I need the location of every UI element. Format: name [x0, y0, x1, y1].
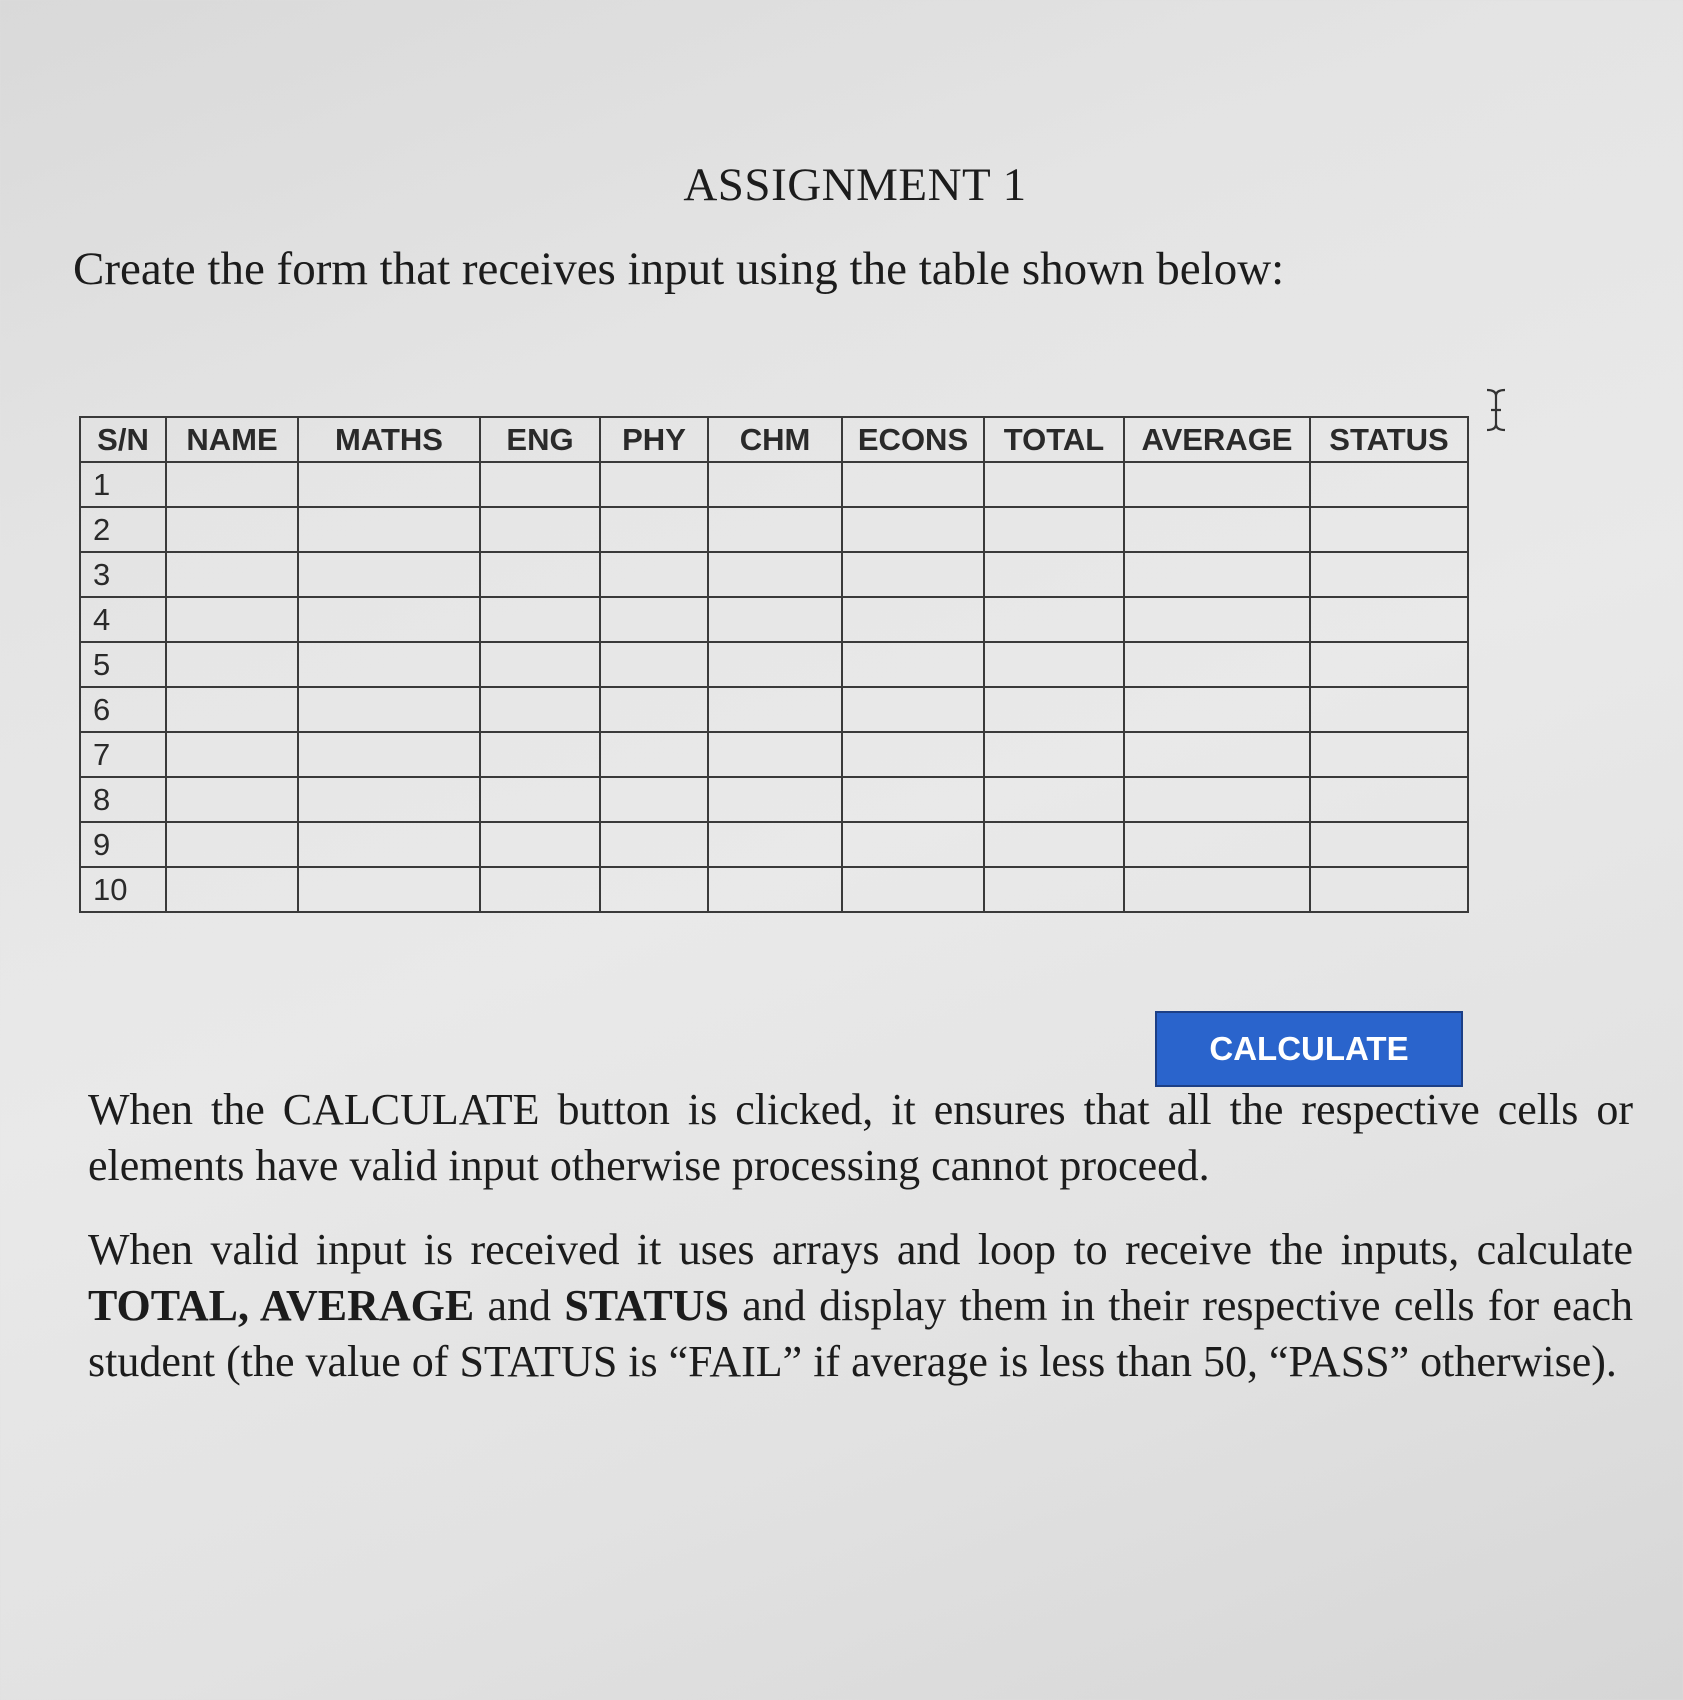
cell-maths[interactable]: [298, 642, 480, 687]
cell-maths[interactable]: [298, 462, 480, 507]
cell-name[interactable]: [166, 597, 298, 642]
cell-econs[interactable]: [842, 552, 984, 597]
cell-phy[interactable]: [600, 462, 708, 507]
header-total: TOTAL: [984, 417, 1124, 462]
cell-name[interactable]: [166, 867, 298, 912]
cell-phy[interactable]: [600, 777, 708, 822]
cell-econs[interactable]: [842, 687, 984, 732]
intro-text: Create the form that receives input using the table shown below:: [73, 243, 1285, 295]
para2-text-2: and: [474, 1281, 565, 1330]
table-row: [80, 642, 1468, 687]
cell-chm[interactable]: [708, 462, 842, 507]
cell-phy[interactable]: [600, 822, 708, 867]
cell-eng[interactable]: [480, 642, 600, 687]
table-row: [80, 552, 1468, 597]
table-row: [80, 822, 1468, 867]
cell-econs[interactable]: [842, 597, 984, 642]
table-row: [80, 687, 1468, 732]
cell-average[interactable]: [1124, 462, 1310, 507]
cell-average[interactable]: [1124, 552, 1310, 597]
page-title: ASSIGNMENT 1: [683, 159, 1027, 211]
cell-maths[interactable]: [298, 867, 480, 912]
cell-phy[interactable]: [600, 552, 708, 597]
cell-econs[interactable]: [842, 867, 984, 912]
header-maths: MATHS: [298, 417, 480, 462]
row-sn: 4: [80, 597, 166, 642]
row-sn: 6: [80, 687, 166, 732]
header-econs: ECONS: [842, 417, 984, 462]
cell-average[interactable]: [1124, 642, 1310, 687]
cell-maths[interactable]: [298, 822, 480, 867]
cell-eng[interactable]: [480, 822, 600, 867]
cell-econs[interactable]: [842, 507, 984, 552]
cell-econs[interactable]: [842, 462, 984, 507]
text-cursor-icon: [1483, 388, 1509, 432]
cell-chm[interactable]: [708, 552, 842, 597]
cell-status[interactable]: [1310, 552, 1468, 597]
cell-phy[interactable]: [600, 507, 708, 552]
cell-maths[interactable]: [298, 507, 480, 552]
grades-table: [79, 416, 1469, 913]
header-phy: PHY: [600, 417, 708, 462]
cell-chm[interactable]: [708, 867, 842, 912]
cell-average[interactable]: [1124, 597, 1310, 642]
cell-eng[interactable]: [480, 732, 600, 777]
cell-average[interactable]: [1124, 507, 1310, 552]
table-header-row: [80, 417, 1468, 462]
table-row: [80, 597, 1468, 642]
para2-text-1: When valid input is received it uses arrays and loop to receive the inputs, calculate: [88, 1225, 1633, 1274]
cell-phy[interactable]: [600, 687, 708, 732]
row-sn: 3: [80, 552, 166, 597]
cell-total[interactable]: [984, 687, 1124, 732]
cell-econs[interactable]: [842, 777, 984, 822]
cell-maths[interactable]: [298, 687, 480, 732]
cell-maths[interactable]: [298, 552, 480, 597]
cell-name[interactable]: [166, 732, 298, 777]
cell-total[interactable]: [984, 732, 1124, 777]
cell-econs[interactable]: [842, 642, 984, 687]
cell-eng[interactable]: [480, 777, 600, 822]
cell-econs[interactable]: [842, 732, 984, 777]
para2-bold-1: TOTAL, AVERAGE: [88, 1281, 475, 1330]
cell-eng[interactable]: [480, 687, 600, 732]
row-sn: 8: [80, 777, 166, 822]
cell-name[interactable]: [166, 687, 298, 732]
cell-average[interactable]: [1124, 732, 1310, 777]
cell-chm[interactable]: [708, 732, 842, 777]
table-row: [80, 867, 1468, 912]
description-paragraph-2: [88, 1222, 1633, 1390]
row-sn: 9: [80, 822, 166, 867]
table-row: [80, 462, 1468, 507]
cell-chm[interactable]: [708, 687, 842, 732]
cell-status[interactable]: [1310, 642, 1468, 687]
cell-total[interactable]: [984, 642, 1124, 687]
table-row: [80, 777, 1468, 822]
cell-phy[interactable]: [600, 732, 708, 777]
table-row: [80, 507, 1468, 552]
cell-total[interactable]: [984, 867, 1124, 912]
cell-average[interactable]: [1124, 867, 1310, 912]
header-average: AVERAGE: [1124, 417, 1310, 462]
para2-text-3: and display them in their respective cells for each student (the value of STATUS is “FAIL” if average is less than 50, “PASS” otherwise).: [88, 1281, 1633, 1386]
cell-status[interactable]: [1310, 822, 1468, 867]
cell-name[interactable]: [166, 462, 298, 507]
cell-chm[interactable]: [708, 597, 842, 642]
cell-maths[interactable]: [298, 732, 480, 777]
cell-total[interactable]: [984, 597, 1124, 642]
header-sn: S/N: [80, 417, 166, 462]
cell-status[interactable]: [1310, 732, 1468, 777]
cell-total[interactable]: [984, 777, 1124, 822]
cell-name[interactable]: [166, 777, 298, 822]
cell-maths[interactable]: [298, 777, 480, 822]
cell-status[interactable]: [1310, 462, 1468, 507]
cell-chm[interactable]: [708, 507, 842, 552]
row-sn: 10: [80, 867, 166, 912]
cell-eng[interactable]: [480, 597, 600, 642]
cell-phy[interactable]: [600, 642, 708, 687]
header-eng: ENG: [480, 417, 600, 462]
cell-status[interactable]: [1310, 507, 1468, 552]
cell-chm[interactable]: [708, 777, 842, 822]
cell-econs[interactable]: [842, 822, 984, 867]
cell-chm[interactable]: [708, 822, 842, 867]
cell-status[interactable]: [1310, 687, 1468, 732]
cell-average[interactable]: [1124, 822, 1310, 867]
cell-average[interactable]: [1124, 687, 1310, 732]
cell-name[interactable]: [166, 552, 298, 597]
cell-status[interactable]: [1310, 777, 1468, 822]
cell-phy[interactable]: [600, 867, 708, 912]
cell-status[interactable]: [1310, 597, 1468, 642]
cell-eng[interactable]: [480, 462, 600, 507]
calculate-button[interactable]: CALCULATE: [1155, 1011, 1463, 1087]
table-row: [80, 732, 1468, 777]
cell-status[interactable]: [1310, 867, 1468, 912]
cell-name[interactable]: [166, 822, 298, 867]
header-status: STATUS: [1310, 417, 1468, 462]
cell-total[interactable]: [984, 822, 1124, 867]
cell-total[interactable]: [984, 462, 1124, 507]
cell-total[interactable]: [984, 552, 1124, 597]
cell-eng[interactable]: [480, 507, 600, 552]
cell-chm[interactable]: [708, 642, 842, 687]
header-chm: CHM: [708, 417, 842, 462]
cell-average[interactable]: [1124, 777, 1310, 822]
row-sn: 1: [80, 462, 166, 507]
row-sn: 5: [80, 642, 166, 687]
cell-eng[interactable]: [480, 552, 600, 597]
cell-eng[interactable]: [480, 867, 600, 912]
cell-phy[interactable]: [600, 597, 708, 642]
row-sn: 2: [80, 507, 166, 552]
cell-name[interactable]: [166, 507, 298, 552]
row-sn: 7: [80, 732, 166, 777]
header-name: NAME: [166, 417, 298, 462]
cell-name[interactable]: [166, 642, 298, 687]
cell-total[interactable]: [984, 507, 1124, 552]
description-paragraph-1: When the CALCULATE button is clicked, it ensures that all the respective cells or elements have valid input otherwise processing cannot proceed.: [88, 1085, 1633, 1190]
cell-maths[interactable]: [298, 597, 480, 642]
para2-bold-2: STATUS: [564, 1281, 729, 1330]
